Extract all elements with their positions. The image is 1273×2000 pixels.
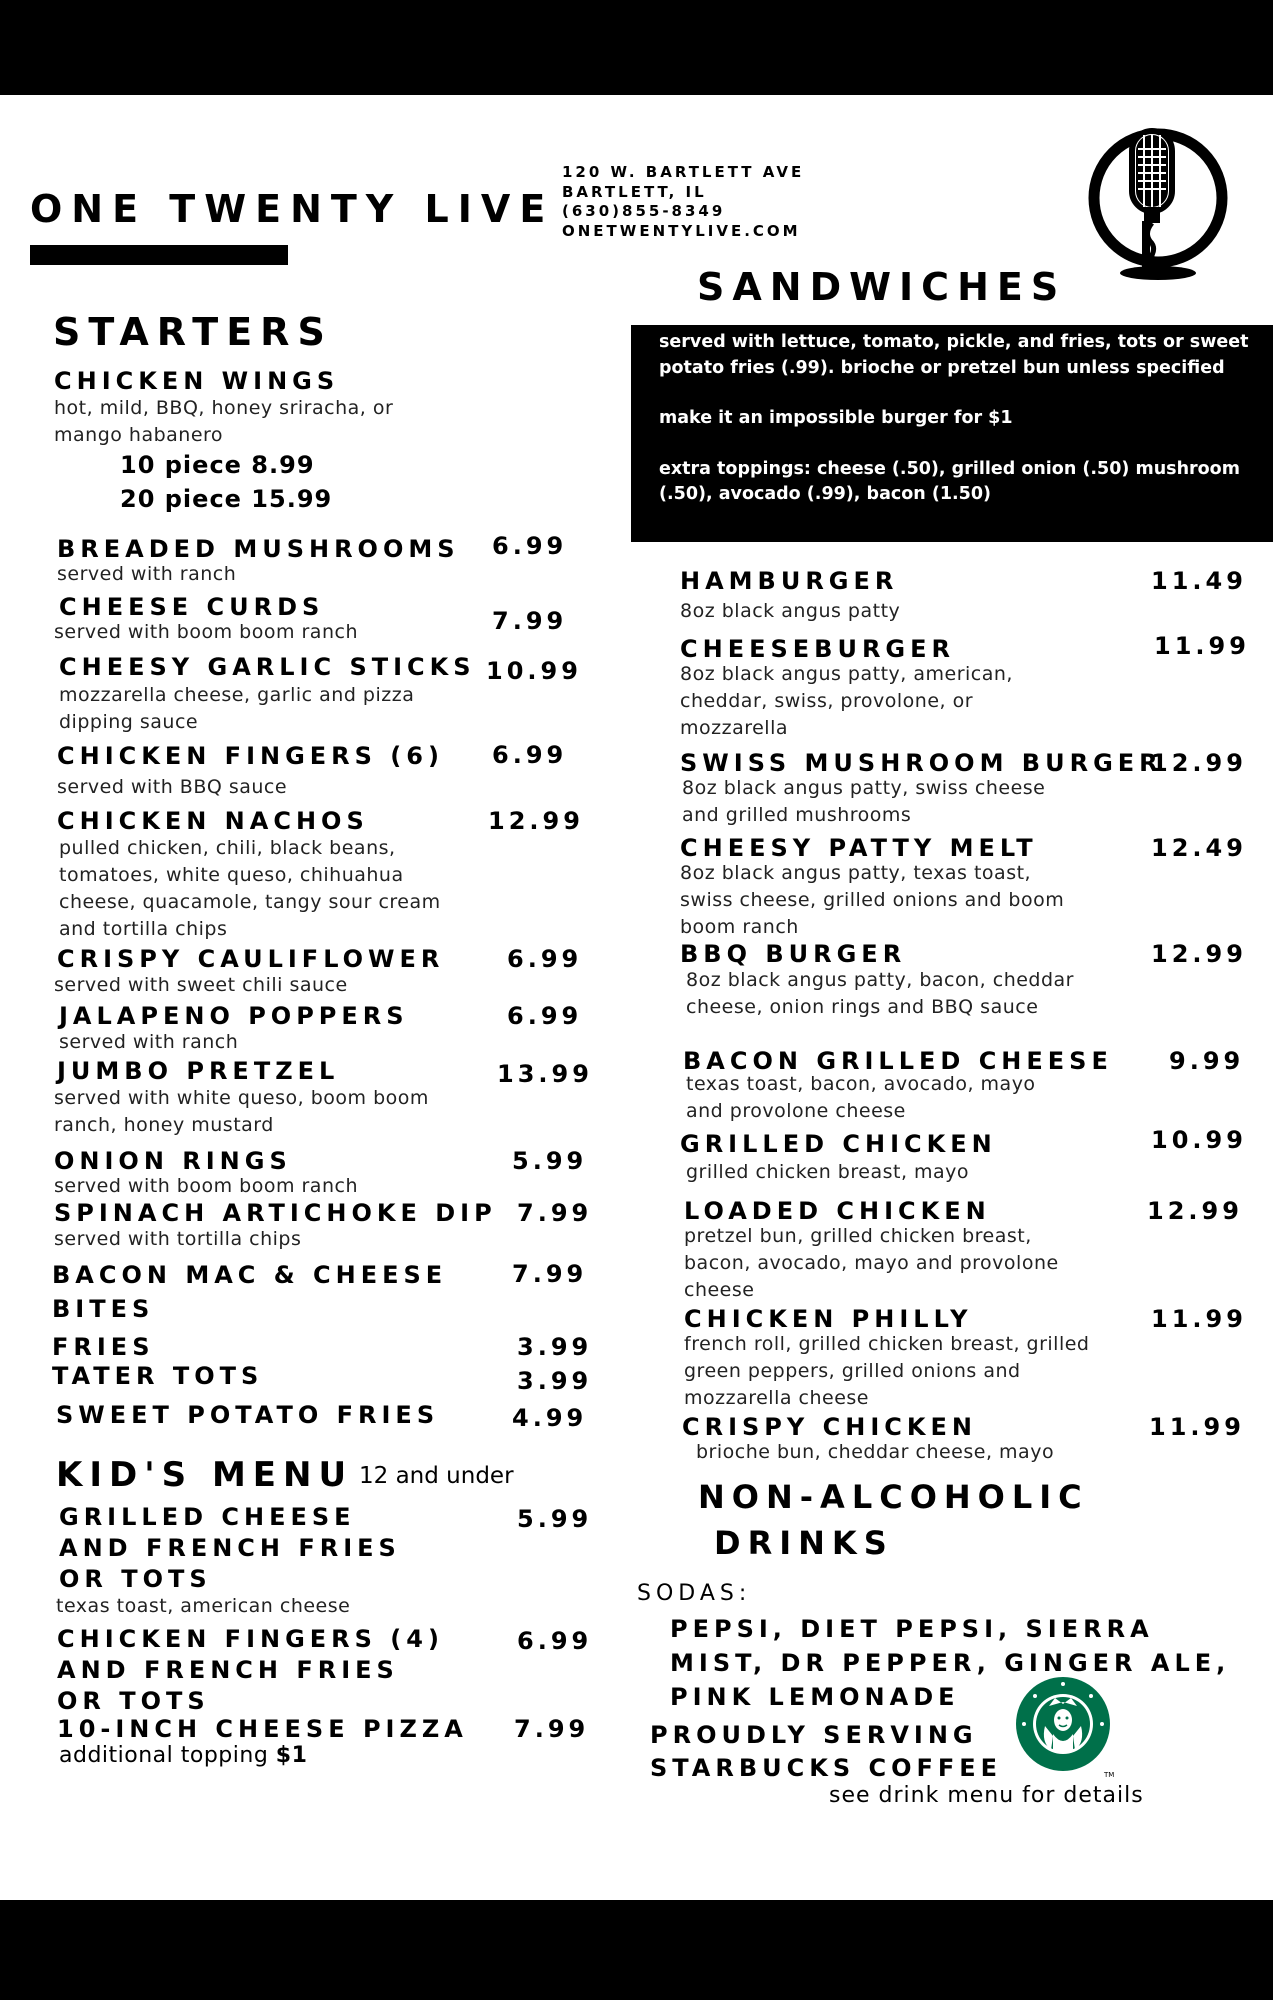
item-sweet-potato-fries-price: 4.99 bbox=[512, 1404, 588, 1432]
drinks-title-line2: DRINKS bbox=[714, 1524, 894, 1562]
item-tater-tots-name: TATER TOTS bbox=[52, 1362, 264, 1390]
sandwich-chicken-philly-name: CHICKEN PHILLY bbox=[684, 1305, 973, 1333]
item-chicken-nachos-desc: pulled chicken, chili, black beans, tomatoes, white queso, chihuahua cheese, quacamole, tangy sour cream and tortilla chips bbox=[59, 837, 441, 940]
kids-menu-subtitle: 12 and under bbox=[359, 1463, 514, 1489]
kids-item-cheese-pizza-name: 10-INCH CHEESE PIZZA bbox=[57, 1715, 468, 1743]
item-cheesy-garlic-sticks-desc: mozzarella cheese, garlic and pizza dipping sauce bbox=[59, 684, 415, 733]
item-cheese-curds-name: CHEESE CURDS bbox=[59, 593, 325, 621]
pizza-topping-text: additional topping bbox=[59, 1743, 276, 1768]
item-onion-rings-price: 5.99 bbox=[512, 1147, 588, 1175]
sandwich-crispy-chicken-desc: brioche bun, cheddar cheese, mayo bbox=[696, 1441, 1055, 1463]
kids-item-cheese-pizza-price: 7.99 bbox=[514, 1715, 590, 1743]
kids-menu-title: KID'S MENU bbox=[56, 1455, 354, 1495]
item-breaded-mushrooms-price: 6.99 bbox=[492, 532, 568, 560]
item-spinach-artichoke-dip-name: SPINACH ARTICHOKE DIP bbox=[54, 1199, 497, 1227]
item-jalapeno-poppers-desc: served with ranch bbox=[59, 1031, 239, 1053]
sandwich-chicken-philly-desc: french roll, grilled chicken breast, grilled green peppers, grilled onions and mozzarella cheese bbox=[684, 1333, 1090, 1409]
sandwich-bacon-grilled-cheese-desc: texas toast, bacon, avocado, mayo and provolone cheese bbox=[686, 1073, 1036, 1122]
sandwich-patty-melt-name: CHEESY PATTY MELT bbox=[680, 834, 1038, 862]
starbucks-tm-mark: TM bbox=[1104, 1771, 1115, 1778]
sandwich-grilled-chicken-name: GRILLED CHICKEN bbox=[680, 1130, 997, 1158]
drinks-title-line1: NON-ALCOHOLIC bbox=[698, 1478, 1089, 1516]
item-spinach-artichoke-dip-desc: served with tortilla chips bbox=[54, 1228, 302, 1250]
coffee-line1: PROUDLY SERVING bbox=[650, 1721, 978, 1749]
sandwich-swiss-mushroom-price: 12.99 bbox=[1151, 749, 1247, 777]
item-jumbo-pretzel-desc: served with white queso, boom boom ranch, honey mustard bbox=[54, 1087, 429, 1136]
kids-item-chicken-fingers-name: CHICKEN FINGERS (4) AND FRENCH FRIES OR TOTS bbox=[57, 1625, 444, 1715]
microphone-icon bbox=[1084, 123, 1232, 283]
item-breaded-mushrooms-desc: served with ranch bbox=[57, 563, 237, 585]
sandwich-hamburger-name: HAMBURGER bbox=[680, 567, 899, 595]
sandwich-patty-melt-price: 12.49 bbox=[1151, 834, 1247, 862]
item-cheese-curds-desc: served with boom boom ranch bbox=[54, 621, 358, 643]
item-crispy-cauliflower-price: 6.99 bbox=[507, 945, 583, 973]
sodas-list-line2: MIST, DR PEPPER, GINGER ALE, bbox=[670, 1649, 1231, 1677]
sodas-list-line1: PEPSI, DIET PEPSI, SIERRA bbox=[670, 1615, 1154, 1643]
item-bacon-mac-cheese-price: 7.99 bbox=[512, 1260, 588, 1288]
item-cheesy-garlic-sticks-name: CHEESY GARLIC STICKS bbox=[59, 653, 476, 681]
sandwich-swiss-mushroom-name: SWISS MUSHROOM BURGER bbox=[680, 749, 1163, 777]
item-chicken-nachos-name: CHICKEN NACHOS bbox=[57, 807, 369, 835]
restaurant-title: ONE TWENTY LIVE bbox=[30, 187, 555, 231]
kids-item-cheese-pizza-desc bbox=[59, 1743, 307, 1768]
item-sweet-potato-fries-name: SWEET POTATO FRIES bbox=[56, 1401, 440, 1429]
item-fries-price: 3.99 bbox=[517, 1333, 593, 1361]
sandwich-cheeseburger-price: 11.99 bbox=[1154, 632, 1250, 660]
item-jalapeno-poppers-price: 6.99 bbox=[507, 1002, 583, 1030]
wings-option-10: 10 piece 8.99 bbox=[120, 451, 315, 479]
sandwich-loaded-chicken-name: LOADED CHICKEN bbox=[684, 1197, 991, 1225]
item-cheese-curds-price: 7.99 bbox=[492, 607, 568, 635]
phone-number: (630)855-8349 bbox=[562, 202, 726, 220]
sandwich-swiss-mushroom-desc: 8oz black angus patty, swiss cheese and grilled mushrooms bbox=[682, 777, 1046, 826]
kids-item-grilled-cheese-price: 5.99 bbox=[517, 1505, 593, 1533]
title-underline bbox=[30, 245, 288, 265]
sandwich-crispy-chicken-price: 11.99 bbox=[1149, 1413, 1245, 1441]
item-jumbo-pretzel-name: JUMBO PRETZEL bbox=[57, 1057, 340, 1085]
sandwich-grilled-chicken-price: 10.99 bbox=[1151, 1126, 1247, 1154]
item-onion-rings-desc: served with boom boom ranch bbox=[54, 1175, 358, 1197]
sandwich-hamburger-price: 11.49 bbox=[1151, 567, 1247, 595]
sandwich-chicken-philly-price: 11.99 bbox=[1151, 1305, 1247, 1333]
sandwich-bbq-burger-price: 12.99 bbox=[1151, 940, 1247, 968]
sandwich-bacon-grilled-cheese-price: 9.99 bbox=[1169, 1047, 1245, 1075]
sandwich-grilled-chicken-desc: grilled chicken breast, mayo bbox=[686, 1161, 970, 1183]
item-cheesy-garlic-sticks-price: 10.99 bbox=[486, 657, 582, 685]
wings-option-20: 20 piece 15.99 bbox=[120, 485, 333, 513]
sandwiches-title: SANDWICHES bbox=[697, 265, 1067, 309]
item-bacon-mac-cheese-name: BACON MAC & CHEESE BITES bbox=[52, 1261, 448, 1323]
item-crispy-cauliflower-desc: served with sweet chili sauce bbox=[54, 974, 348, 996]
sandwiches-note-impossible: make it an impossible burger for $1 bbox=[659, 408, 1013, 428]
website[interactable]: ONETWENTYLIVE.COM bbox=[562, 221, 801, 240]
contact-block bbox=[562, 163, 804, 241]
sandwiches-info-box bbox=[631, 325, 1273, 542]
sandwich-bacon-grilled-cheese-name: BACON GRILLED CHEESE bbox=[683, 1047, 1113, 1075]
item-chicken-nachos-price: 12.99 bbox=[488, 807, 584, 835]
sandwich-hamburger-desc: 8oz black angus patty bbox=[680, 600, 901, 622]
sandwich-bbq-burger-name: BBQ BURGER bbox=[680, 940, 907, 968]
item-fries-name: FRIES bbox=[52, 1333, 155, 1361]
address-line2: BARTLETT, IL bbox=[562, 182, 707, 201]
sandwich-cheeseburger-name: CHEESEBURGER bbox=[680, 635, 956, 663]
sandwich-loaded-chicken-desc: pretzel bun, grilled chicken breast, bacon, avocado, mayo and provolone cheese bbox=[684, 1225, 1059, 1301]
item-tater-tots-price: 3.99 bbox=[517, 1367, 593, 1395]
chicken-wings-desc: hot, mild, BBQ, honey sriracha, or mango habanero bbox=[54, 397, 394, 446]
sodas-label: SODAS: bbox=[637, 1581, 752, 1606]
drink-menu-details: see drink menu for details bbox=[829, 1783, 1144, 1808]
sandwich-patty-melt-desc: 8oz black angus patty, texas toast, swiss cheese, grilled onions and boom boom ranch bbox=[680, 862, 1065, 938]
item-onion-rings-name: ONION RINGS bbox=[54, 1147, 292, 1175]
sandwiches-note-sides: served with lettuce, tomato, pickle, and fries, tots or sweet potato fries (.99). brioche or pretzel bun unless specified bbox=[659, 332, 1249, 378]
sandwich-loaded-chicken-price: 12.99 bbox=[1147, 1197, 1243, 1225]
item-chicken-fingers-6-price: 6.99 bbox=[492, 741, 568, 769]
menu-page bbox=[0, 95, 1273, 1900]
item-crispy-cauliflower-name: CRISPY CAULIFLOWER bbox=[57, 945, 445, 973]
item-chicken-fingers-6-name: CHICKEN FINGERS (6) bbox=[57, 742, 444, 770]
item-breaded-mushrooms-name: BREADED MUSHROOMS bbox=[57, 535, 460, 563]
kids-item-grilled-cheese-desc: texas toast, american cheese bbox=[56, 1595, 351, 1617]
starbucks-logo-icon bbox=[1015, 1676, 1115, 1778]
address-line1: 120 W. BARTLETT AVE bbox=[562, 163, 805, 181]
kids-item-grilled-cheese-name: GRILLED CHEESE AND FRENCH FRIES OR TOTS bbox=[59, 1503, 401, 1593]
item-jalapeno-poppers-name: JALAPENO POPPERS bbox=[59, 1002, 409, 1030]
item-chicken-fingers-6-desc: served with BBQ sauce bbox=[57, 776, 288, 798]
sandwiches-note-toppings: extra toppings: cheese (.50), grilled onion (.50) mushroom (.50), avocado (.99), bacon (1.50) bbox=[659, 458, 1240, 504]
sodas-list-line3: PINK LEMONADE bbox=[670, 1683, 960, 1711]
item-jumbo-pretzel-price: 13.99 bbox=[497, 1060, 593, 1088]
sandwich-bbq-burger-desc: 8oz black angus patty, bacon, cheddar cheese, onion rings and BBQ sauce bbox=[686, 969, 1074, 1018]
sandwich-crispy-chicken-name: CRISPY CHICKEN bbox=[682, 1413, 977, 1441]
item-spinach-artichoke-dip-price: 7.99 bbox=[517, 1199, 593, 1227]
starters-title: STARTERS bbox=[53, 310, 333, 354]
coffee-line2: STARBUCKS COFFEE bbox=[650, 1754, 1003, 1782]
pizza-topping-price: $1 bbox=[275, 1743, 308, 1768]
sandwich-cheeseburger-desc: 8oz black angus patty, american, cheddar, swiss, provolone, or mozzarella bbox=[680, 663, 1013, 739]
chicken-wings-name: CHICKEN WINGS bbox=[54, 367, 340, 395]
kids-item-chicken-fingers-price: 6.99 bbox=[517, 1627, 593, 1655]
